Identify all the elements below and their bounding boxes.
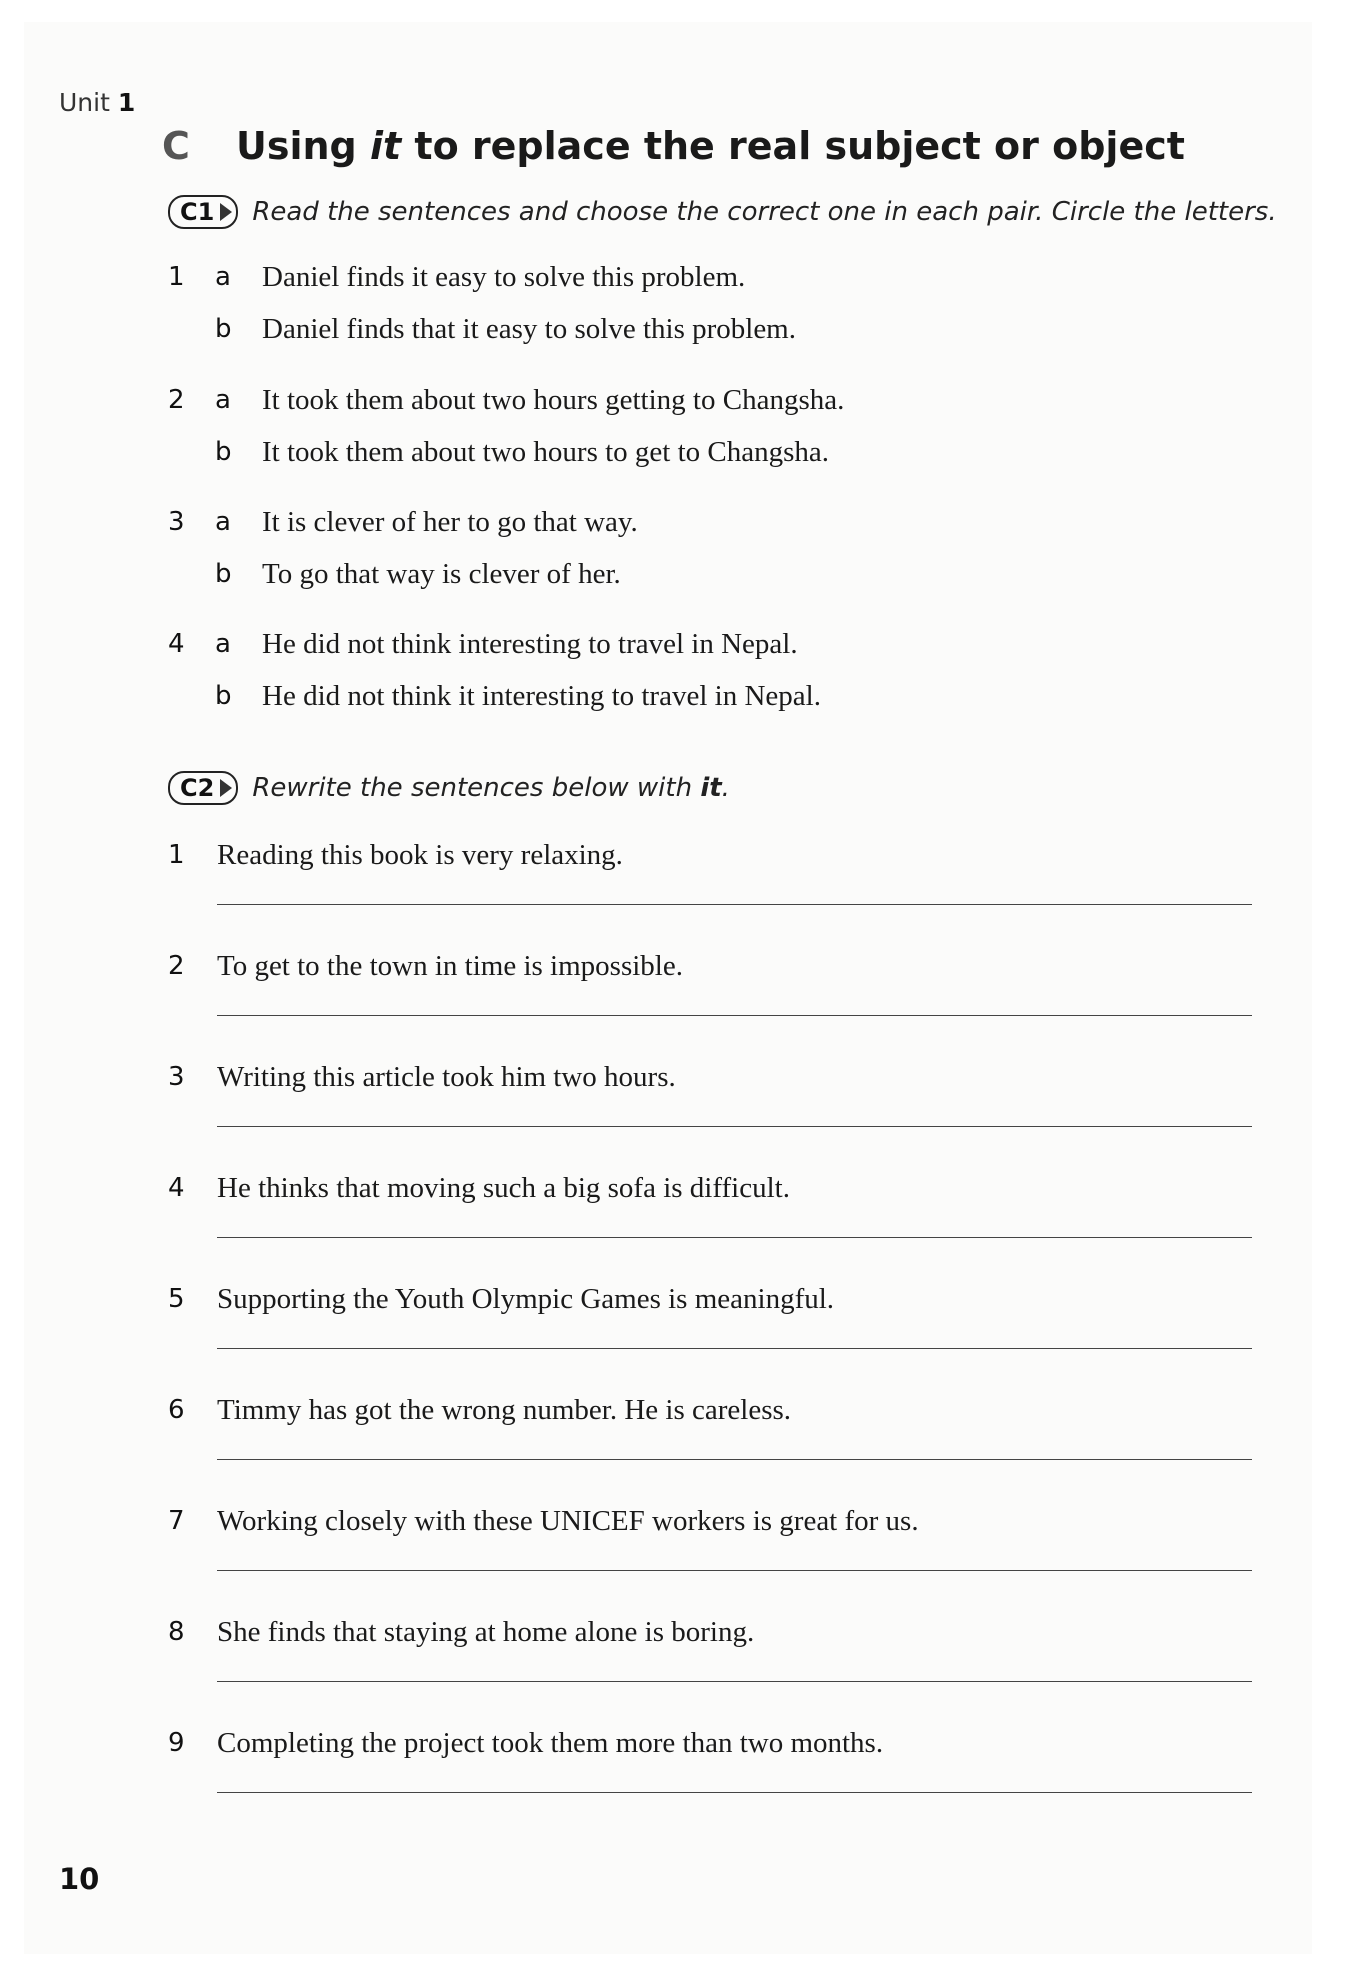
c2-badge (168, 771, 238, 805)
c2-item-number: 8 (168, 1617, 185, 1647)
c2-item-sentence: Supporting the Youth Olympic Games is meaningful. (217, 1283, 835, 1315)
option-a-letter[interactable]: a (215, 629, 231, 659)
section-title (236, 124, 1185, 168)
option-a-sentence: It took them about two hours getting to Changsha. (262, 384, 845, 416)
answer-line[interactable] (217, 1459, 1252, 1460)
c1-badge (168, 195, 238, 229)
c2-item-sentence: To get to the town in time is impossible. (217, 950, 683, 982)
c2-item-number: 4 (168, 1173, 185, 1203)
option-a-sentence: Daniel finds it easy to solve this problem. (262, 261, 746, 293)
option-a-sentence: It is clever of her to go that way. (262, 506, 638, 538)
c1-task-header (168, 195, 1277, 229)
answer-line[interactable] (217, 1015, 1252, 1016)
c2-badge-label: C2 (180, 774, 215, 802)
unit-number: 1 (117, 88, 136, 117)
c2-item-sentence: He thinks that moving such a big sofa is difficult. (217, 1172, 790, 1204)
c2-item-number: 9 (168, 1728, 185, 1758)
option-b-sentence: It took them about two hours to get to Changsha. (262, 436, 830, 468)
c2-instruction-emphasis: it (700, 773, 722, 803)
c1-badge-label: C1 (180, 198, 215, 226)
answer-line[interactable] (217, 904, 1252, 905)
c2-item-sentence: Working closely with these UNICEF workers is great for us. (217, 1505, 919, 1537)
c1-item-number: 4 (168, 629, 185, 659)
section-title-emphasis: it (369, 124, 402, 168)
c2-task-header (168, 771, 730, 805)
c2-item-number: 7 (168, 1506, 185, 1536)
c2-item-sentence: Completing the project took them more than two months. (217, 1727, 884, 1759)
option-b-letter[interactable]: b (215, 314, 232, 344)
answer-line[interactable] (217, 1126, 1252, 1127)
answer-line[interactable] (217, 1681, 1252, 1682)
option-b-letter[interactable]: b (215, 437, 232, 467)
c2-item-sentence: Reading this book is very relaxing. (217, 839, 623, 871)
answer-line[interactable] (217, 1348, 1252, 1349)
c1-item-number: 1 (168, 262, 185, 292)
page-number: 10 (59, 1862, 100, 1896)
c2-item-sentence: She finds that staying at home alone is boring. (217, 1616, 755, 1648)
option-b-sentence: He did not think it interesting to travel in Nepal. (262, 680, 821, 712)
option-a-letter[interactable]: a (215, 385, 231, 415)
option-b-letter[interactable]: b (215, 559, 232, 589)
section-title-before: Using (236, 124, 370, 168)
play-triangle-icon (220, 203, 232, 221)
c2-item-number: 6 (168, 1395, 185, 1425)
unit-word: Unit (59, 88, 110, 117)
option-a-letter[interactable]: a (215, 262, 231, 292)
section-heading (162, 124, 1185, 168)
c1-item-number: 2 (168, 385, 185, 415)
section-title-after: to replace the real subject or object (401, 124, 1185, 168)
c2-item-number: 3 (168, 1062, 185, 1092)
c2-item-number: 1 (168, 840, 185, 870)
c2-instruction (252, 773, 730, 803)
answer-line[interactable] (217, 1570, 1252, 1571)
c2-instruction-before: Rewrite the sentences below with (252, 773, 701, 803)
option-b-sentence: To go that way is clever of her. (262, 558, 621, 590)
c2-item-number: 5 (168, 1284, 185, 1314)
play-triangle-icon (220, 779, 232, 797)
unit-label (59, 88, 135, 117)
c2-item-sentence: Writing this article took him two hours. (217, 1061, 676, 1093)
option-a-letter[interactable]: a (215, 507, 231, 537)
c2-instruction-after: . (721, 773, 730, 803)
option-b-letter[interactable]: b (215, 681, 232, 711)
c1-instruction: Read the sentences and choose the correct one in each pair. Circle the letters. (252, 197, 1277, 227)
answer-line[interactable] (217, 1237, 1252, 1238)
answer-line[interactable] (217, 1792, 1252, 1793)
section-letter: C (162, 124, 190, 168)
option-a-sentence: He did not think interesting to travel in Nepal. (262, 628, 798, 660)
c1-item-number: 3 (168, 507, 185, 537)
c2-item-sentence: Timmy has got the wrong number. He is careless. (217, 1394, 792, 1426)
c2-item-number: 2 (168, 951, 185, 981)
option-b-sentence: Daniel finds that it easy to solve this problem. (262, 313, 796, 345)
